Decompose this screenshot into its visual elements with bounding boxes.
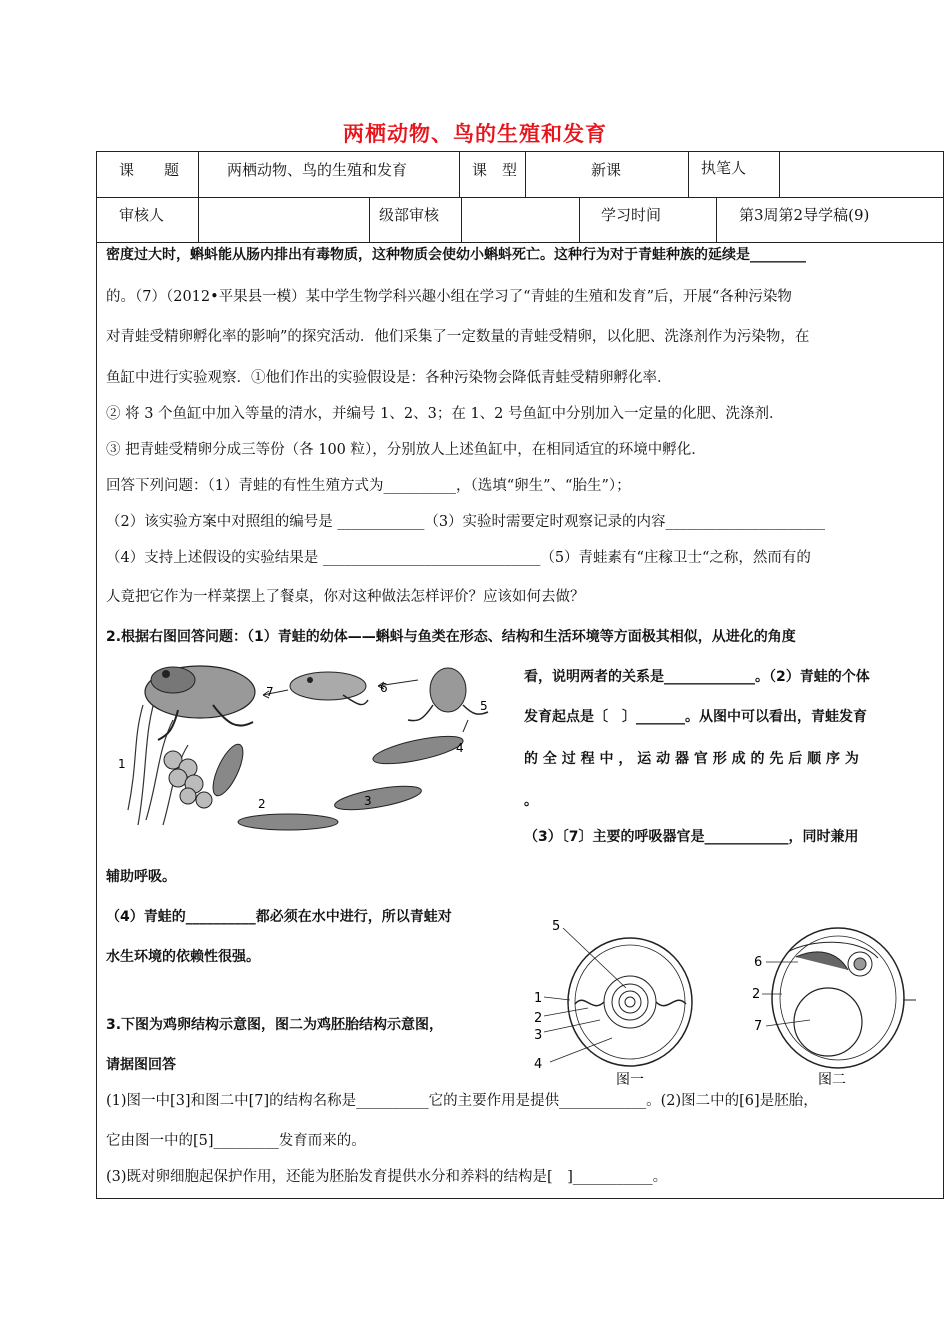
text-line: （4）支持上述假设的实验结果是 ______________________________（5）青蛙素有“庄稼卫士“之称，然而有的: [106, 550, 811, 566]
text-line: 3.下图为鸡卵结构示意图，图二为鸡胚胎结构示意图，: [106, 1017, 444, 1033]
text-line: 。: [524, 793, 538, 809]
topic-label: 课 题: [119, 161, 180, 179]
frog-label: 7: [266, 685, 274, 699]
col-divider: [461, 197, 462, 242]
frog-label: 4: [456, 741, 464, 755]
text-line: ③ 把青蛙受精卵分成三等份（各 100 粒），分别放人上述鱼缸中，在相同适宜的环境中孵化．: [106, 442, 706, 458]
egg2-caption: 图二: [818, 1072, 846, 1088]
text-line: （2）该实验方案中对照组的编号是 ____________（3）实验时需要定时观察记录的内容______________________: [106, 514, 826, 530]
egg1-label: 1: [534, 991, 543, 1006]
col-divider: [525, 152, 526, 197]
page-title: 两栖动物、鸟的生殖和发育: [343, 122, 607, 146]
col-divider: [579, 197, 580, 242]
egg1-label: 5: [552, 919, 561, 934]
author-label: 执笔人: [701, 159, 747, 177]
frog-life-cycle-figure: [118, 650, 518, 840]
egg1-label: 4: [534, 1057, 543, 1072]
text-line: 的。（7）（2012•平果县一模）某中学生物学科兴趣小组在学习了“青蛙的生殖和发育”后，开展“各种污染物: [106, 289, 792, 305]
frog-label: 2: [258, 797, 266, 811]
egg-structure-figure-1: [530, 912, 710, 1090]
col-divider: [369, 197, 370, 242]
text-line: 人竟把它作为一样菜摆上了餐桌，你对这种做法怎样评价？应该如何去做？: [106, 589, 585, 605]
dept-review-label: 级部审核: [379, 206, 440, 224]
text-line: （4）青蛙的__________都必须在水中进行，所以青蛙对: [106, 909, 452, 925]
frog-label: 1: [118, 757, 126, 771]
text-line: 发育起点是〔 〕_______。从图中可以看出，青蛙发育: [524, 709, 867, 725]
text-line: 辅助呼吸。: [106, 869, 176, 885]
col-divider: [459, 152, 460, 197]
tadpole-icon: [207, 731, 465, 830]
text-line: 水生环境的依赖性很强。: [106, 949, 260, 965]
text-line: （3）〔7〕主要的呼吸器官是____________，同时兼用: [524, 829, 859, 845]
header-body-divider: [97, 242, 943, 243]
text-line: ② 将 3 个鱼缸中加入等量的清水，并编号 1、2、3；在 1、2 号鱼缸中分别加入一定量的化肥、洗涤剂．: [106, 406, 784, 422]
frog-adult-icon: [145, 666, 255, 740]
frog-label: 3: [364, 794, 372, 808]
topic-value: 两栖动物、鸟的生殖和发育: [227, 161, 408, 179]
egg1-label: 3: [534, 1028, 543, 1043]
type-label: 课 型: [472, 161, 518, 179]
tadpole-with-legs-icon: [408, 668, 488, 721]
text-line: 对青蛙受精卵孵化率的影响”的探究活动．他们采集了一定数量的青蛙受精卵，以化肥、洗涤剂作为污染物，在: [106, 329, 810, 345]
text-line: 密度过大时，蝌蚪能从肠内排出有毒物质，这种物质会使幼小蝌蚪死亡。这种行为对于青蛙种族的延续是________: [106, 247, 806, 263]
text-line: (3)既对卵细胞起保护作用，还能为胚胎发育提供水分和养料的结构是[ ]___________。: [106, 1169, 668, 1185]
egg1-caption: 图一: [616, 1072, 644, 1088]
egg2-label: 7: [754, 1019, 763, 1034]
col-divider: [779, 152, 780, 197]
text-line: 请据图回答: [106, 1057, 176, 1073]
reviewer-label: 审核人: [119, 206, 165, 224]
egg-mass-icon: [164, 751, 212, 808]
text-line: 回答下列问题：（1）青蛙的有性生殖方式为__________，（选填“卵生”、“胎生”）；: [106, 478, 631, 494]
study-time-value: 第3周第2导学稿(9): [739, 206, 870, 224]
egg2-label: 2: [752, 987, 761, 1002]
study-time-label: 学习时间: [601, 206, 662, 224]
egg-structure-figure-2: [748, 912, 928, 1090]
text-line: 它由图一中的[5]_________发育而来的。: [106, 1133, 366, 1149]
egg1-label: 2: [534, 1011, 543, 1026]
type-value: 新课: [591, 161, 622, 179]
text-line: (1)图一中[3]和图二中[7]的结构名称是__________它的主要作用是提供____________。(2)图二中的[6]是胚胎，: [106, 1093, 818, 1109]
frog-label: 6: [380, 681, 388, 695]
col-divider: [198, 152, 199, 242]
frog-label: 5: [480, 699, 488, 713]
col-divider: [688, 152, 689, 197]
text-line: 的 全 过 程 中 ， 运 动 器 官 形 成 的 先 后 顺 序 为: [524, 751, 859, 767]
egg2-label: 6: [754, 955, 763, 970]
col-divider: [716, 197, 717, 242]
header-row-divider: [97, 197, 943, 198]
young-frog-icon: [290, 672, 368, 705]
text-line: 看，说明两者的关系是_____________。（2）青蛙的个体: [524, 669, 870, 685]
text-line: 鱼缸中进行实验观察．①他们作出的实验假设是：各种污染物会降低青蛙受精卵孵化率．: [106, 370, 672, 386]
text-line: 2.根据右图回答问题：（1）青蛙的幼体——蝌蚪与鱼类在形态、结构和生活环境等方面极其相似，从进化的角度: [106, 629, 796, 645]
